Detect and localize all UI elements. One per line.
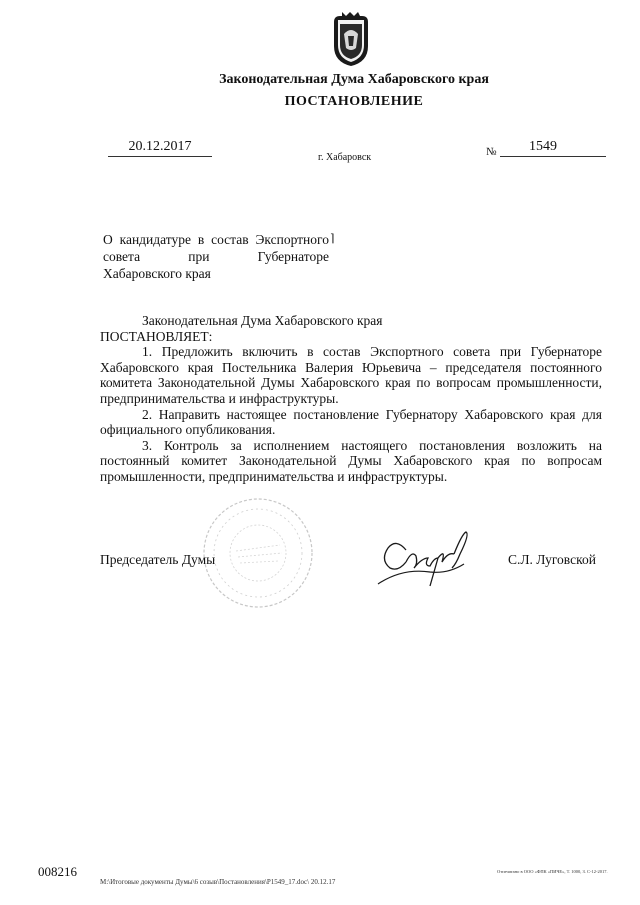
document-date: 20.12.2017 bbox=[108, 139, 212, 157]
resolves-text: ПОСТАНОВЛЯЕТ: bbox=[100, 328, 213, 344]
subject-line-1 bbox=[103, 231, 329, 248]
document-number: 1549 bbox=[500, 139, 606, 157]
coat-of-arms-icon bbox=[328, 12, 374, 68]
subject-word: состав bbox=[211, 232, 249, 247]
signatory-title: Председатель Думы bbox=[100, 552, 216, 567]
subject-word: совета bbox=[103, 249, 141, 264]
resolution-item-3: 3. Контроль за исполнением настоящего постановления возложить на постоянный комитет Законодательной Думы Хабаровского края по вопросам промышленности, предпринимательства и инфраструктуры. bbox=[100, 437, 602, 484]
number-label: № bbox=[486, 146, 497, 158]
document-body bbox=[100, 313, 602, 485]
subject-word: О bbox=[103, 232, 113, 247]
subject-word: Экспортного bbox=[255, 232, 329, 247]
signatory-name: С.Л. Луговской bbox=[508, 552, 596, 567]
handwritten-signature bbox=[372, 528, 476, 594]
subject-word: при bbox=[188, 249, 210, 264]
subject-line-2 bbox=[103, 248, 329, 265]
registration-number: 008216 bbox=[38, 864, 77, 879]
official-stamp bbox=[200, 495, 316, 611]
document-type-title: ПОСТАНОВЛЕНИЕ bbox=[284, 94, 424, 109]
print-info-footer: Отпечатано в ООО «ФПК «ПИЧЕ», Т. 1000, З. С-12-2017. bbox=[497, 869, 608, 874]
document-subject bbox=[103, 231, 335, 282]
resolution-item-1: 1. Предложить включить в состав Экспортного совета при Губернаторе Хабаровского края Постельника Валерия Юрьевича – председателя постоянного комитета Законодательной Думы Хабаровского края по вопросам промышленности, предпринимательства и инфраструктуры. bbox=[100, 344, 602, 406]
subject-word: Губернаторе bbox=[257, 249, 329, 264]
preamble-text: Законодательная Дума Хабаровского края bbox=[142, 313, 383, 328]
city-label: г. Хабаровск bbox=[318, 152, 372, 163]
organization-title: Законодательная Дума Хабаровского края bbox=[219, 72, 489, 87]
file-path-footer: М:\Итоговые документы Думы\6 созыв\Постановления\Р1549_17.doc\ 20.12.17 bbox=[100, 878, 336, 886]
subject-word: в bbox=[197, 232, 205, 247]
subject-line-3: Хабаровского края bbox=[103, 266, 211, 281]
resolution-item-2: 2. Направить настоящее постановление Губернатору Хабаровского края для официального опубликования. bbox=[100, 406, 602, 438]
subject-bracket-mark: ⌉ bbox=[330, 233, 335, 245]
subject-word: кандидатуре bbox=[119, 232, 191, 247]
